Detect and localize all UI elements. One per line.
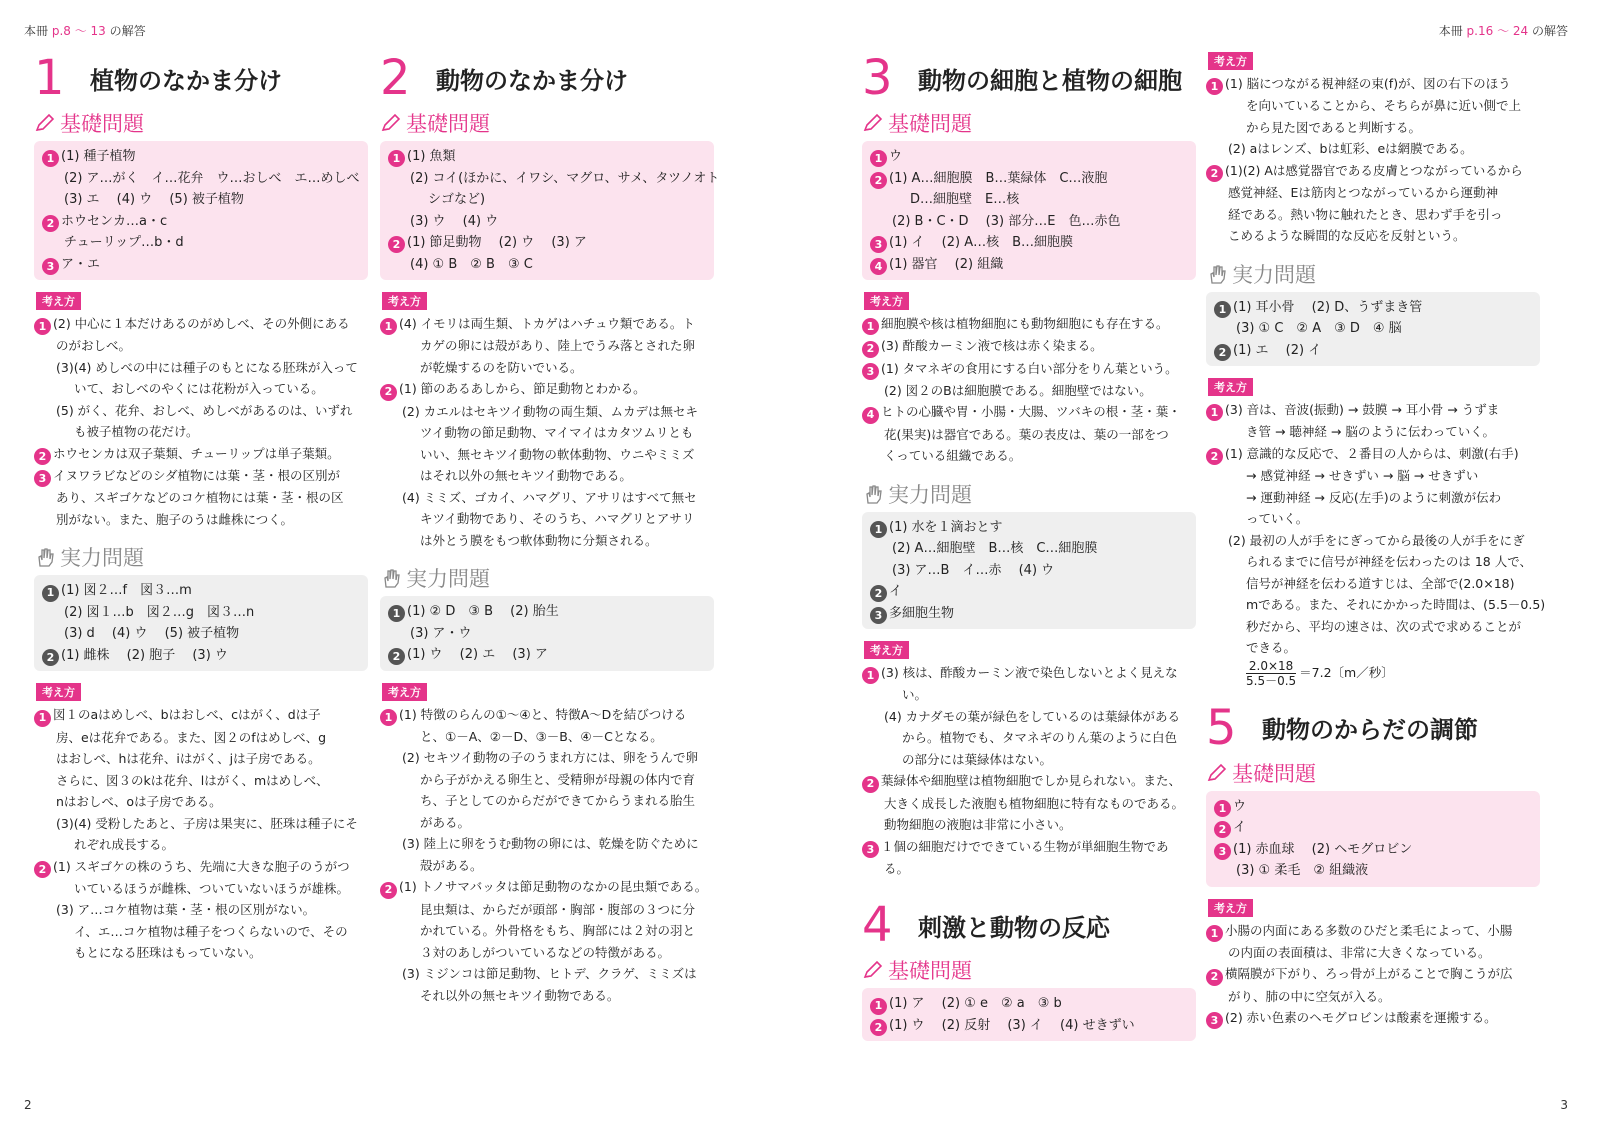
exp-line: nはおしべ、oは子房である。 <box>56 794 222 809</box>
exp-line: こめるような瞬間的な反応を反射という。 <box>1228 228 1466 243</box>
pencil-icon <box>380 112 402 134</box>
answer-line: (2) A…細胞壁 B…核 C…細胞膜 <box>892 541 1098 556</box>
exp-line: はそれ以外の無セキツイ動物である。 <box>420 468 632 483</box>
question-number-badge: 3 <box>1214 843 1231 860</box>
answer-line: チューリップ…b・d <box>64 235 184 250</box>
exp-line: (4) ミミズ、ゴカイ、ハマグリ、アサリはすべて無セ <box>402 489 697 505</box>
jitsu-answer-box <box>380 596 714 671</box>
answer-line: (2) 図１…b 図２…g 図３…n <box>64 604 255 620</box>
kiso-heading: 基礎問題 <box>34 108 368 138</box>
answer-line: D…細胞壁 E…核 <box>910 192 1020 207</box>
answer-line: 1 (1) 魚類 <box>388 146 706 168</box>
exp-line: (3) 陸上に卵をうむ動物の卵には、乾燥を防ぐために <box>402 836 699 852</box>
answer-line: (2) B・C・D (3) 部分…E 色…赤色 <box>892 213 1121 229</box>
exp-line: カゲの卵には殻があり、陸上でうみ落とされた卵 <box>420 338 696 354</box>
explanation <box>380 704 714 1007</box>
question-number-badge: 1 <box>380 318 397 335</box>
exp-line: 2 葉緑体や細胞壁は植物細胞でしか見られない。また、 <box>862 770 1196 792</box>
question-number-badge: 1 <box>1214 301 1231 318</box>
question-number-badge: 2 <box>42 649 59 666</box>
answer-line: 1 (1) ② D ③ B (2) 胎生 <box>388 601 706 623</box>
answer-line: 3 多細胞生物 <box>870 603 1188 625</box>
question-number-badge: 3 <box>870 607 887 624</box>
question-number-badge: 3 <box>1206 1012 1223 1029</box>
exp-line: 2 ホウセンカは双子葉類、チューリップは単子葉類。 <box>34 443 368 465</box>
answer-line: 2 (1) ウ (2) エ (3) ア <box>388 644 706 666</box>
question-number-badge: 2 <box>870 172 887 189</box>
formula <box>1206 659 1540 688</box>
hand-icon <box>862 483 884 505</box>
exp-line: から。植物でも、タマネギのりん葉のように白色 <box>902 730 1178 746</box>
exp-line: のがおしべ。 <box>56 338 132 354</box>
exp-line: れぞれ成長する。 <box>74 837 175 852</box>
pencil-icon <box>1206 762 1228 784</box>
answer-line: 3 ア・エ <box>42 254 360 276</box>
exp-line: 2 横隔膜が下がり、ろっ骨が上がることで胸こうが広 <box>1206 963 1540 985</box>
exp-line: 花(果実)は器官である。葉の表皮は、葉の一部をつ <box>884 426 1169 442</box>
answer-line: 1 ウ <box>870 146 1188 168</box>
question-number-badge: 2 <box>870 585 887 602</box>
question-number-badge: 2 <box>388 648 405 665</box>
exp-line: 1 細胞膜や核は植物細胞にも動物細胞にも存在する。 <box>862 313 1196 335</box>
question-number-badge: 2 <box>42 215 59 232</box>
exp-line: (3) ミジンコは節足動物、ヒトデ、クラゲ、ミミズは <box>402 966 697 981</box>
exp-line: さらに、図３のkは花弁、lはがく、mはめしべ、 <box>56 772 329 788</box>
kiso-answer-box <box>1206 791 1540 887</box>
formula-result: ＝7.2〔m／秒〕 <box>1299 664 1394 680</box>
answer-line: 1 (1) 図２…f 図３…m <box>42 580 360 602</box>
exp-line: 1 (1) 脳につながる視神経の束(f)が、図の右下のほう <box>1206 73 1540 95</box>
answer-line: 2 (1) 節足動物 (2) ウ (3) ア <box>388 232 706 254</box>
pencil-icon <box>862 112 884 134</box>
jitsuryoku-heading: 実力問題 <box>1206 259 1540 289</box>
question-number-badge: 2 <box>34 861 51 878</box>
question-number-badge: 2 <box>1214 821 1231 838</box>
answer-line: (3) ウ (4) ウ <box>410 213 499 229</box>
question-number-badge: 1 <box>42 150 59 167</box>
section-5-title: 5 動物のからだの調節 <box>1206 699 1478 756</box>
section-title: 1 植物のなかま分け <box>34 50 282 106</box>
exp-line: 秒だから、平均の速さは、次の式で求めることが <box>1246 618 1522 634</box>
exp-line: → 運動神経 → 反応(左手)のように刺激が伝わ <box>1246 489 1502 505</box>
jitsu-answer-box <box>34 575 368 671</box>
formula-denominator: 5.5－0.5 <box>1246 673 1297 688</box>
answer-line: 2 ホウセンカ…a・c <box>42 211 360 233</box>
explanation <box>1206 399 1546 688</box>
exp-line: 経である。熱い物に触れたとき、思わず手を引っ <box>1228 206 1503 222</box>
answer-line: (2) コイ(ほかに、イワシ、マグロ、サメ、タツノオト <box>410 170 720 186</box>
exp-line: は外とう膜をもつ軟体動物に分類される。 <box>420 532 658 548</box>
exp-line: 昆虫類は、からだが頭部・胸部・腹部の３つに分 <box>420 901 696 917</box>
question-number-badge: 1 <box>862 667 879 684</box>
kiso-answer-box <box>34 141 368 280</box>
exp-line: 1 (4) イモリは両生類、トカゲはハチュウ類である。ト <box>380 313 714 335</box>
question-number-badge: 1 <box>1206 78 1223 95</box>
exp-line: 房、eは花弁である。また、図２のfはめしべ、g <box>56 729 327 745</box>
section-3 <box>862 44 1196 1051</box>
exp-line: 1 (2) 中心に１本だけあるのがめしべ、その外側にある <box>34 313 368 335</box>
exp-line: (2) セキツイ動物の子のうまれ方には、卵をうんで卵 <box>402 750 699 766</box>
exp-line: 1 (3) 音は、音波(振動) → 鼓膜 → 耳小骨 → うずま <box>1206 399 1540 421</box>
question-number-badge: 3 <box>862 841 879 858</box>
kangaekata-tag: 考え方 <box>36 683 81 701</box>
question-number-badge: 1 <box>34 318 51 335</box>
exp-line: 2 (3) 酢酸カーミン液で核は赤く染まる。 <box>862 335 1196 357</box>
answer-line: 2 (1) A…細胞膜 B…葉緑体 C…液胞 <box>870 168 1188 190</box>
exp-line: から見た図であると判断する。 <box>1246 119 1422 135</box>
section-4-continued <box>1206 50 1546 1029</box>
answer-line: (3) ① 柔毛 ② 組織液 <box>1236 863 1369 878</box>
question-number-badge: 1 <box>1214 800 1231 817</box>
section-title: 3 動物の細胞と植物の細胞 <box>862 50 1182 106</box>
exp-line: (5) がく、花弁、おしべ、めしべがあるのは、いずれ <box>56 402 353 418</box>
kangaekata-tag: 考え方 <box>382 292 427 310</box>
answer-line: 2 イ <box>1214 817 1532 839</box>
exp-line: キツイ動物であり、そのうち、ハマグリとアサリ <box>420 511 695 526</box>
exp-line: (3)(4) 受粉したあと、子房は果実に、胚珠は種子にそ <box>56 815 358 831</box>
exp-line: 1 (3) 核は、酢酸カーミン液で染色しないとよく見えな <box>862 662 1196 684</box>
exp-line: いい、無セキツイ動物の軟体動物、ウニやミミズ <box>420 446 695 462</box>
question-number-badge: 2 <box>1206 448 1223 465</box>
question-number-badge: 1 <box>1206 404 1223 421</box>
kiso-answer-box <box>380 141 720 280</box>
kiso-answer-box <box>862 988 1196 1041</box>
pencil-icon <box>34 112 56 134</box>
explanation <box>862 662 1196 879</box>
explanation <box>1206 73 1540 247</box>
exp-line: (3)(4) めしべの中には種子のもとになる胚珠が入って <box>56 359 358 375</box>
exp-line: の部分には葉緑体はない。 <box>902 751 1053 767</box>
section-title: 2 動物のなかま分け <box>380 50 628 106</box>
question-number-badge: 1 <box>870 521 887 538</box>
question-number-badge: 4 <box>862 407 879 424</box>
exp-line: も被子植物の花だけ。 <box>74 424 199 440</box>
exp-line: かれている。外骨格をもち、胸部には２対の羽と <box>420 923 696 938</box>
question-number-badge: 3 <box>870 236 887 253</box>
exp-line: 4 ヒトの心臓や胃・小腸・大腸、ツバキの根・茎・葉・ <box>862 401 1196 423</box>
exp-line: 感覚神経、Eは筋肉とつながっているから運動神 <box>1228 185 1499 200</box>
section-2 <box>380 44 720 1006</box>
question-number-badge: 1 <box>380 709 397 726</box>
question-number-badge: 1 <box>870 998 887 1015</box>
answer-line: 1 ウ <box>1214 796 1532 818</box>
exp-line: 別がない。また、胞子のうは雌株につく。 <box>56 511 294 527</box>
answer-line: 2 (1) エ (2) イ <box>1214 340 1532 362</box>
answer-line: 3 (1) イ (2) A…核 B…細胞膜 <box>870 232 1188 254</box>
exp-line: 2 (1) スギゴケの株のうち、先端に大きな胞子のうがつ <box>34 856 368 878</box>
exp-line: (2) カエルはセキツイ動物の両生類、ムカデは無セキ <box>402 403 699 419</box>
exp-line: い。 <box>902 687 928 703</box>
jitsuryoku-heading: 実力問題 <box>862 479 1196 509</box>
question-number-badge: 1 <box>388 605 405 622</box>
pencil-icon <box>862 959 884 981</box>
hand-icon <box>1206 263 1228 285</box>
answer-line: 1 (1) 耳小骨 (2) D、うずまき管 <box>1214 297 1532 319</box>
question-number-badge: 2 <box>1206 969 1223 986</box>
exp-line: がある。 <box>420 814 471 830</box>
answer-line: (3) ① C ② A ③ D ④ 脳 <box>1236 321 1402 336</box>
jitsu-answer-box <box>862 512 1196 630</box>
jitsuryoku-heading: 実力問題 <box>34 542 368 572</box>
kangaekata-tag: 考え方 <box>1208 378 1253 396</box>
answer-line: (3) ア…B イ…赤 (4) ウ <box>892 562 1055 578</box>
exp-line: の内面の表面積は、非常に大きくなっている。 <box>1228 944 1491 960</box>
exp-line: っていく。 <box>1246 511 1309 526</box>
exp-line: 2 (1) トノサマバッタは節足動物のなかの昆虫類である。 <box>380 876 714 898</box>
question-number-badge: 2 <box>862 776 879 793</box>
question-number-badge: 1 <box>870 150 887 167</box>
kiso-answer-box <box>862 141 1196 280</box>
exp-line: る。 <box>884 860 910 876</box>
question-number-badge: 1 <box>42 585 59 602</box>
question-number-badge: 1 <box>388 150 405 167</box>
answer-line: 1 (1) 種子植物 <box>42 146 360 168</box>
kangaekata-tag: 考え方 <box>864 292 909 310</box>
question-number-badge: 3 <box>34 470 51 487</box>
exp-line: 2 (1) 節のあるあしから、節足動物とわかる。 <box>380 378 714 400</box>
exp-line: 2 (1) 意識的な反応で、２番目の人からは、刺激(右手) <box>1206 443 1540 465</box>
exp-line: 1 (1) 特徴のらんの①～④と、特徴A～Dを結びつける <box>380 704 714 726</box>
jitsu-answer-box <box>1206 292 1540 367</box>
answer-line: 1 (1) ア (2) ① e ② a ③ b <box>870 993 1188 1015</box>
question-number-badge: 2 <box>1214 344 1231 361</box>
answer-line: (2) ア…がく イ…花弁 ウ…おしべ エ…めしべ <box>64 170 360 186</box>
exp-line: いているほうが雌株、ついていないほうが雄株。 <box>74 880 350 896</box>
answer-line: (3) エ (4) ウ (5) 被子植物 <box>64 192 244 207</box>
page-number-left: 2 <box>24 1098 32 1112</box>
question-number-badge: 2 <box>380 384 397 401</box>
kangaekata-tag: 考え方 <box>36 292 81 310</box>
exp-line: られるまでに信号が神経を伝わったのは 18 人で、 <box>1246 554 1532 569</box>
exp-line: 3 イヌワラビなどのシダ植物には葉・茎・根の区別が <box>34 465 368 487</box>
question-number-badge: 1 <box>862 318 879 335</box>
exp-line: 動物細胞の液胞は非常に小さい。 <box>884 817 1072 832</box>
answer-line: (3) d (4) ウ (5) 被子植物 <box>64 626 240 642</box>
page-header-right: 本冊 p.16 ～ 24 の解答 <box>1438 24 1568 38</box>
exp-line: もとになる胚珠はもっていない。 <box>74 945 262 961</box>
exp-line: を向いていることから、そちらが鼻に近い側で上 <box>1246 98 1522 114</box>
exp-line: と、①－A、②－D、③－B、④－Cとなる。 <box>420 728 663 744</box>
exp-line: はおしべ、hは花弁、iはがく、jは子房である。 <box>56 751 321 766</box>
exp-line: (3) ア…コケ植物は葉・茎・根の区別がない。 <box>56 902 316 918</box>
exp-line: (2) 図２のBは細胞膜である。細胞壁ではない。 <box>884 382 1152 398</box>
answer-line: 2 (1) 雌株 (2) 胞子 (3) ウ <box>42 645 360 667</box>
exp-line: できる。 <box>1246 640 1297 655</box>
exp-line: がり、肺の中に空気が入る。 <box>1228 988 1391 1004</box>
exp-line: イ、エ…コケ植物は種子をつくらないので、その <box>74 923 348 939</box>
explanation <box>1206 920 1540 1030</box>
kangaekata-tag: 考え方 <box>382 683 427 701</box>
answer-line: シゴなど) <box>428 192 486 207</box>
page-header-left: 本冊 p.8 ～ 13 の解答 <box>24 24 146 38</box>
exp-line: 3 (2) 赤い色素のヘモグロビンは酸素を運搬する。 <box>1206 1007 1540 1029</box>
kiso-heading: 基礎問題 <box>1206 758 1540 788</box>
exp-line: 1 図１のaはめしべ、bはおしべ、cはがく、dは子 <box>34 704 368 726</box>
formula-numerator: 2.0×18 <box>1246 659 1296 674</box>
exp-line: 大きく成長した液胞も植物細胞に特有なものである。 <box>884 795 1185 811</box>
exp-line: が乾燥するのを防いでいる。 <box>420 359 583 375</box>
exp-line: 3 １個の細胞だけでできている生物が単細胞生物であ <box>862 836 1196 858</box>
section-4-title: 4 刺激と動物の反応 <box>862 897 1110 954</box>
answer-line: 2 イ <box>870 581 1188 603</box>
question-number-badge: 2 <box>1206 165 1223 182</box>
question-number-badge: 1 <box>1206 925 1223 942</box>
question-number-badge: 2 <box>862 341 879 358</box>
question-number-badge: 2 <box>380 882 397 899</box>
exp-line: から子がかえる卵生と、受精卵が母親の体内で育 <box>420 771 696 787</box>
answer-line: 3 (1) 赤血球 (2) ヘモグロビン <box>1214 839 1532 861</box>
exp-line: き管 → 聴神経 → 脳のように伝わっていく。 <box>1246 424 1495 440</box>
kiso-heading: 基礎問題 <box>380 108 714 138</box>
exp-line: (4) カナダモの葉が緑色をしているのは葉緑体がある <box>884 708 1181 724</box>
kiso-heading: 基礎問題 <box>862 108 1196 138</box>
exp-line: いて、おしべのやくには花粉が入っている。 <box>74 381 324 397</box>
page-number-right: 3 <box>1560 1098 1568 1112</box>
hand-icon <box>380 567 402 589</box>
answer-line: 2 (1) ウ (2) 反射 (3) イ (4) せきずい <box>870 1015 1188 1037</box>
exp-line: 1 小腸の内面にある多数のひだと柔毛によって、小腸 <box>1206 920 1540 942</box>
question-number-badge: 4 <box>870 258 887 275</box>
answer-line: (3) ア・ウ <box>410 625 472 641</box>
hand-icon <box>34 546 56 568</box>
question-number-badge: 2 <box>388 236 405 253</box>
question-number-badge: 2 <box>34 448 51 465</box>
explanation <box>862 313 1196 467</box>
question-number-badge: 3 <box>862 363 879 380</box>
exp-line: ち、子としてのからだができてからうまれる胎生 <box>420 793 696 809</box>
kangaekata-tag: 考え方 <box>1208 899 1253 917</box>
exp-line: 2 (1)(2) Aは感覚器官である皮膚とつながっているから <box>1206 160 1540 182</box>
explanation <box>34 704 368 964</box>
exp-line: (2) aはレンズ、bは虹彩、eは網膜である。 <box>1228 141 1473 157</box>
kiso-heading: 基礎問題 <box>862 955 1196 985</box>
exp-line: mである。また、それにかかった時間は、(5.5－0.5) <box>1246 597 1546 612</box>
kangaekata-tag: 考え方 <box>864 641 909 659</box>
exp-line: → 感覚神経 → せきずい → 脳 → せきずい <box>1246 468 1479 483</box>
answer-line: (4) ① B ② B ③ C <box>410 256 533 272</box>
exp-line: ツイ動物の節足動物、マイマイはカタツムリとも <box>420 425 694 440</box>
exp-line: あり、スギゴケなどのコケ植物には葉・茎・根の区 <box>56 490 344 506</box>
explanation <box>380 313 714 551</box>
exp-line: くっている組織である。 <box>884 448 1022 463</box>
kangaekata-tag: 考え方 <box>1208 52 1253 70</box>
question-number-badge: 3 <box>42 258 59 275</box>
section-1 <box>34 44 368 964</box>
answer-line: 1 (1) 水を１滴おとす <box>870 517 1188 539</box>
exp-line: 殻がある。 <box>420 857 483 873</box>
explanation <box>34 313 368 530</box>
answer-line: 4 (1) 器官 (2) 組織 <box>870 254 1188 276</box>
question-number-badge: 1 <box>34 710 51 727</box>
jitsuryoku-heading: 実力問題 <box>380 563 714 593</box>
exp-line: 信号が神経を伝わる道すじは、全部で(2.0×18) <box>1246 575 1515 591</box>
exp-line: 3 (1) タマネギの食用にする白い部分をりん葉という。 <box>862 358 1196 380</box>
exp-line: それ以外の無セキツイ動物である。 <box>420 987 620 1003</box>
exp-line: (2) 最初の人が手をにぎってから最後の人が手をにぎ <box>1228 532 1525 548</box>
exp-line: ３対のあしがついているなどの特徴がある。 <box>420 944 671 960</box>
question-number-badge: 2 <box>870 1019 887 1036</box>
